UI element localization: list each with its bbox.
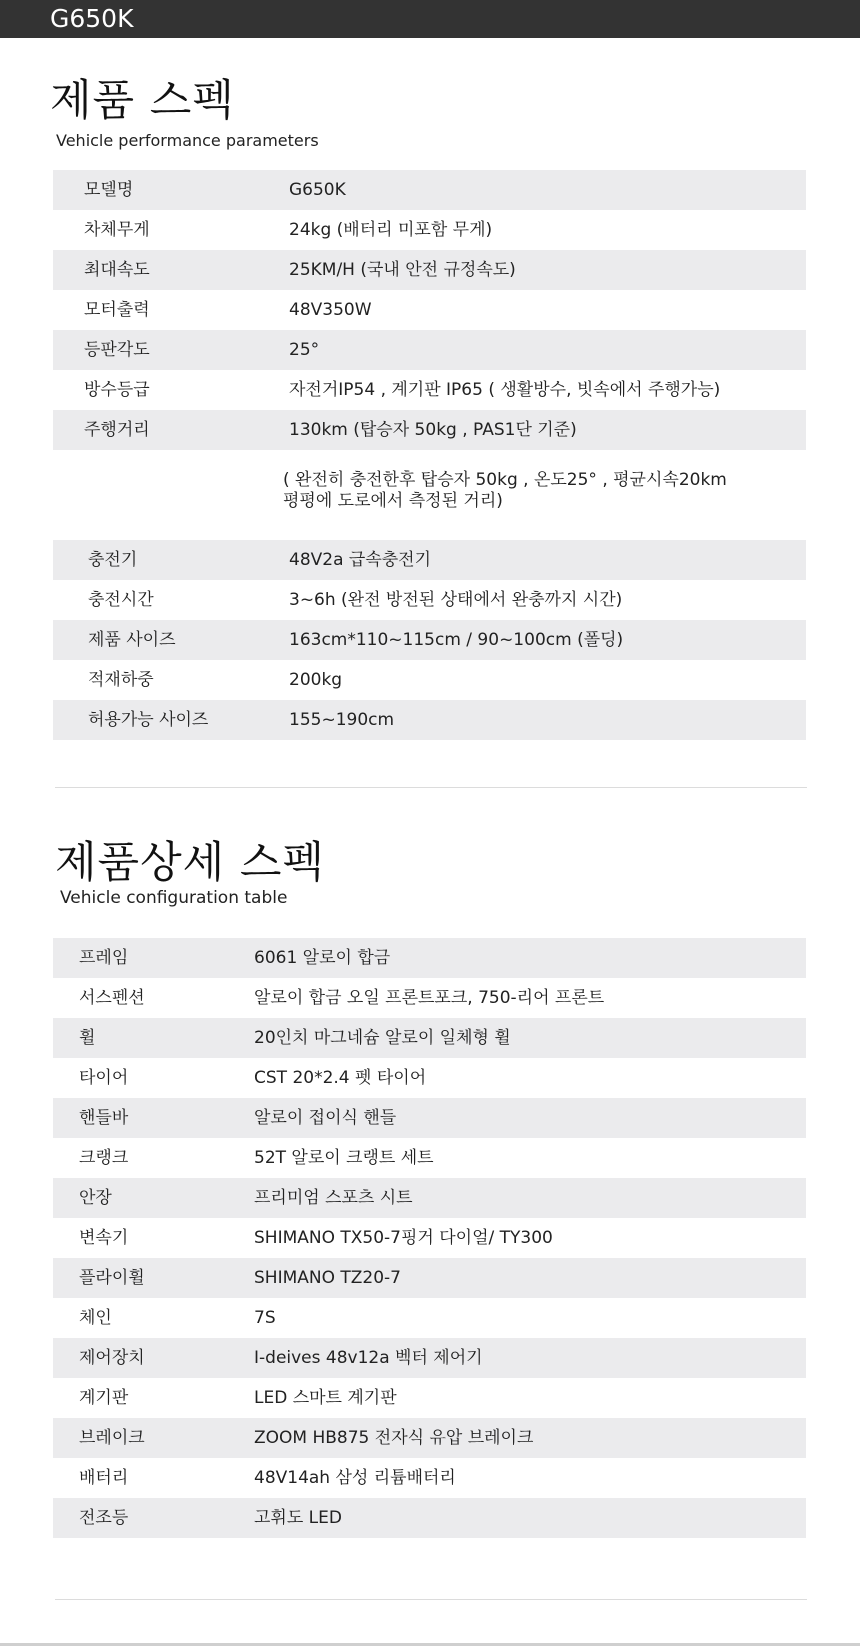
table-row: [53, 620, 806, 660]
table-row: [53, 1098, 806, 1138]
table-row: [53, 938, 806, 978]
table-row: [53, 540, 806, 580]
row-label: 크랭크: [79, 1148, 129, 1168]
row-label: 변속기: [79, 1228, 129, 1248]
row-value: 3~6h (완전 방전된 상태에서 완충까지 시간): [289, 590, 623, 610]
table-row: [53, 1378, 806, 1418]
row-value: 163cm*110~115cm / 90~100cm (폴딩): [289, 630, 624, 650]
row-value: 155~190cm: [289, 710, 395, 730]
table-row: [53, 1458, 806, 1498]
row-label: 차체무게: [84, 220, 150, 240]
row-label: 모터출력: [84, 300, 150, 320]
row-label: 휠: [79, 1028, 96, 1048]
row-value: G650K: [289, 180, 346, 200]
row-value: 130km (탑승자 50kg , PAS1단 기준): [289, 420, 577, 440]
config-table: [53, 938, 806, 1538]
row-label: 핸들바: [79, 1108, 129, 1128]
row-label: 전조등: [79, 1508, 129, 1528]
table-row: [53, 580, 806, 620]
table-row: [53, 370, 806, 410]
table-row: [53, 250, 806, 290]
row-label: 프레임: [79, 948, 129, 968]
row-value: CST 20*2.4 펫 타이어: [254, 1068, 427, 1088]
row-label: 제품 사이즈: [88, 630, 176, 650]
table-row: [53, 410, 806, 450]
row-label: 충전시간: [88, 590, 154, 610]
row-value: SHIMANO TX50-7핑거 다이얼/ TY300: [254, 1228, 553, 1248]
section-divider: [55, 1599, 807, 1600]
row-value: 알로이 접이식 핸들: [254, 1108, 397, 1128]
row-label: 충전기: [88, 550, 138, 570]
table-row: [53, 1178, 806, 1218]
row-label: 등판각도: [84, 340, 150, 360]
row-label: 브레이크: [79, 1428, 145, 1448]
row-value: 52T 알로이 크랭트 세트: [254, 1148, 434, 1168]
row-value: 25°: [289, 340, 320, 360]
row-value: LED 스마트 계기판: [254, 1388, 397, 1408]
row-value: 자전거IP54 , 계기판 IP65 ( 생활방수, 빗속에서 주행가능): [289, 380, 721, 400]
row-label: 플라이휠: [79, 1268, 145, 1288]
row-value: 고휘도 LED: [254, 1508, 342, 1528]
row-value: ZOOM HB875 전자식 유압 브레이크: [254, 1428, 534, 1448]
row-label: 모델명: [84, 180, 134, 200]
row-value: 프리미엄 스포츠 시트: [254, 1188, 413, 1208]
table-row: [53, 1338, 806, 1378]
table-row: [53, 1258, 806, 1298]
row-value: 48V14ah 삼성 리튬배터리: [254, 1468, 456, 1488]
row-label: 계기판: [79, 1388, 129, 1408]
row-value: 48V350W: [289, 300, 372, 320]
config-section-title: 제품상세 스펙: [55, 838, 325, 888]
table-row: [53, 700, 806, 740]
row-label: 타이어: [79, 1068, 129, 1088]
row-label: 최대속도: [84, 260, 150, 280]
row-label: 적재하중: [88, 670, 154, 690]
row-value: 20인치 마그네슘 알로이 일체형 휠: [254, 1028, 511, 1048]
row-value: I-deives 48v12a 벡터 제어기: [254, 1348, 483, 1368]
row-value: 48V2a 급속충전기: [289, 550, 432, 570]
config-section-subtitle: Vehicle configuration table: [60, 888, 288, 908]
row-label: 제어장치: [79, 1348, 145, 1368]
row-value: 6061 알로이 합금: [254, 948, 391, 968]
table-row: [53, 330, 806, 370]
table-row: [53, 1298, 806, 1338]
row-label: 안장: [79, 1188, 112, 1208]
table-row: [53, 170, 806, 210]
top-header-bar: [0, 0, 860, 38]
table-row: [53, 1418, 806, 1458]
row-value: 24kg (배터리 미포함 무게): [289, 220, 493, 240]
spec-table: [53, 170, 806, 740]
row-label: 체인: [79, 1308, 112, 1328]
row-value: 25KM/H (국내 안전 규정속도): [289, 260, 516, 280]
table-row: [53, 1018, 806, 1058]
row-label: 배터리: [79, 1468, 129, 1488]
section-divider: [55, 787, 807, 788]
table-row: [53, 290, 806, 330]
table-row: [53, 660, 806, 700]
spec-section-subtitle: Vehicle performance parameters: [56, 131, 319, 150]
row-value: 200kg: [289, 670, 343, 690]
row-label: 주행거리: [84, 420, 150, 440]
row-label: 서스펜션: [79, 988, 145, 1008]
table-row: [53, 1058, 806, 1098]
row-label: 방수등급: [84, 380, 150, 400]
row-value: SHIMANO TZ20-7: [254, 1268, 401, 1288]
header-title: G650K: [50, 4, 134, 33]
table-row: [53, 978, 806, 1018]
spec-section-title: 제품 스펙: [50, 76, 235, 126]
table-row: [53, 1498, 806, 1538]
row-label: 허용가능 사이즈: [88, 710, 209, 730]
table-row: [53, 210, 806, 250]
range-note: [53, 450, 806, 540]
table-row: [53, 1138, 806, 1178]
table-row: [53, 1218, 806, 1258]
range-note-text: ( 완전히 충전한후 탑승자 50kg , 온도25° , 평균시속20km 평평에 도로에서 측정된 거리): [283, 470, 727, 511]
row-value: 알로이 합금 오일 프론트포크, 750-리어 프론트: [254, 988, 605, 1008]
row-value: 7S: [254, 1308, 276, 1328]
